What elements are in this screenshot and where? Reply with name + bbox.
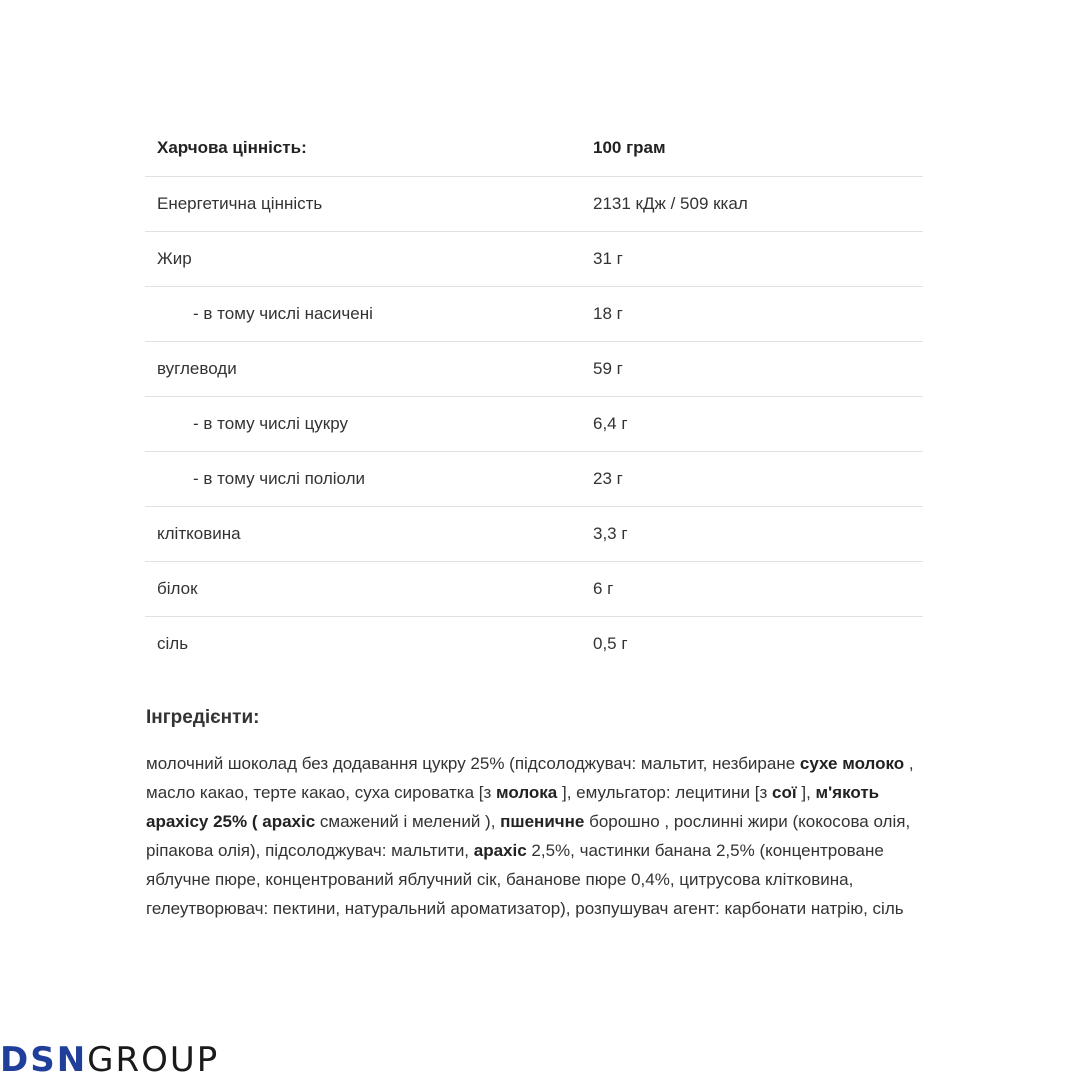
- ingredient-text-segment: молочний шоколад без додавання цукру 25% (підсолоджувач: мальтит, незбиране: [146, 754, 800, 773]
- ingredient-allergen: молока: [496, 783, 558, 802]
- nutrition-header-row: [145, 120, 923, 177]
- nutrition-row-value: 6,4 г: [581, 397, 923, 452]
- ingredient-allergen: сої: [772, 783, 797, 802]
- ingredient-allergen: м'якоть арахісу 25% (: [146, 783, 880, 831]
- nutrition-row-name: сіль: [157, 634, 189, 653]
- nutrition-row-name: вуглеводи: [145, 342, 581, 397]
- nutrition-row-value: 6 г: [581, 562, 923, 617]
- nutrition-row: [145, 232, 923, 287]
- nutrition-header-name: Харчова цінність:: [145, 120, 581, 177]
- nutrition-row-name: - в тому числі поліоли: [145, 452, 581, 507]
- ingredient-text-segment: борошно , рослинні жири (кокосова олія, ріпакова олія), підсолоджувач: мальтити,: [146, 812, 911, 860]
- nutrition-row-name: білок: [145, 562, 581, 617]
- ingredients-title: Інгредієнти:: [146, 707, 260, 728]
- nutrition-row: [145, 617, 923, 672]
- nutrition-row-name: - в тому числі цукру: [145, 397, 581, 452]
- nutrition-table: [145, 120, 923, 671]
- nutrition-row: [145, 562, 923, 617]
- nutrition-row-name: - в тому числі насичені: [145, 287, 581, 342]
- ingredient-text-segment: ],: [796, 783, 816, 802]
- ingredient-text-segment: ], емульгатор: лецитини [з: [557, 783, 773, 802]
- ingredient-allergen: арахіс: [262, 812, 316, 831]
- nutrition-row-name: Жир: [145, 232, 581, 287]
- ingredient-allergen: пшеничне: [500, 812, 585, 831]
- nutrition-row-value: 3,3 г: [581, 507, 923, 562]
- nutrition-row-value: 59 г: [581, 342, 923, 397]
- nutrition-row: [145, 342, 923, 397]
- nutrition-row: [145, 287, 923, 342]
- nutrition-row: [145, 177, 923, 232]
- logo-group-text: GROUP: [87, 1040, 220, 1080]
- ingredient-allergen: сухе молоко: [799, 754, 905, 773]
- ingredient-text-segment: , масло какао, терте какао, суха сироватка [з: [146, 754, 914, 802]
- ingredient-allergen: арахіс: [473, 841, 527, 860]
- nutrition-table-body: [145, 120, 923, 671]
- dsn-group-logo: [0, 1040, 219, 1080]
- nutrition-header-value: 100 грам: [581, 120, 923, 177]
- nutrition-row-value: 31 г: [581, 232, 923, 287]
- nutrition-row: [145, 452, 923, 507]
- nutrition-row: [145, 397, 923, 452]
- nutrition-row-name: Енергетична цінність: [145, 177, 581, 232]
- nutrition-row: [145, 507, 923, 562]
- nutrition-row-value: 2131 кДж / 509 ккал: [581, 177, 923, 232]
- nutrition-row-value: 23 г: [581, 452, 923, 507]
- nutrition-row-value: 18 г: [581, 287, 923, 342]
- logo-dsn-text: DSN: [0, 1040, 88, 1080]
- ingredient-text-segment: смажений і мелений ),: [315, 812, 501, 831]
- nutrition-row-name: клітковина: [145, 507, 581, 562]
- nutrition-row-value: 0,5 г: [593, 634, 628, 653]
- ingredient-text-segment: 2,5%, частинки банана 2,5% (концентроване яблучне пюре, концентрований яблучний сік, бананове пюре 0,4%, цитрусова клітковина, гелеутворювач: пектини, натуральний ароматизатор), розпушувач агент: карбонати натрію, сіль: [146, 841, 904, 918]
- ingredients-text: [146, 749, 936, 923]
